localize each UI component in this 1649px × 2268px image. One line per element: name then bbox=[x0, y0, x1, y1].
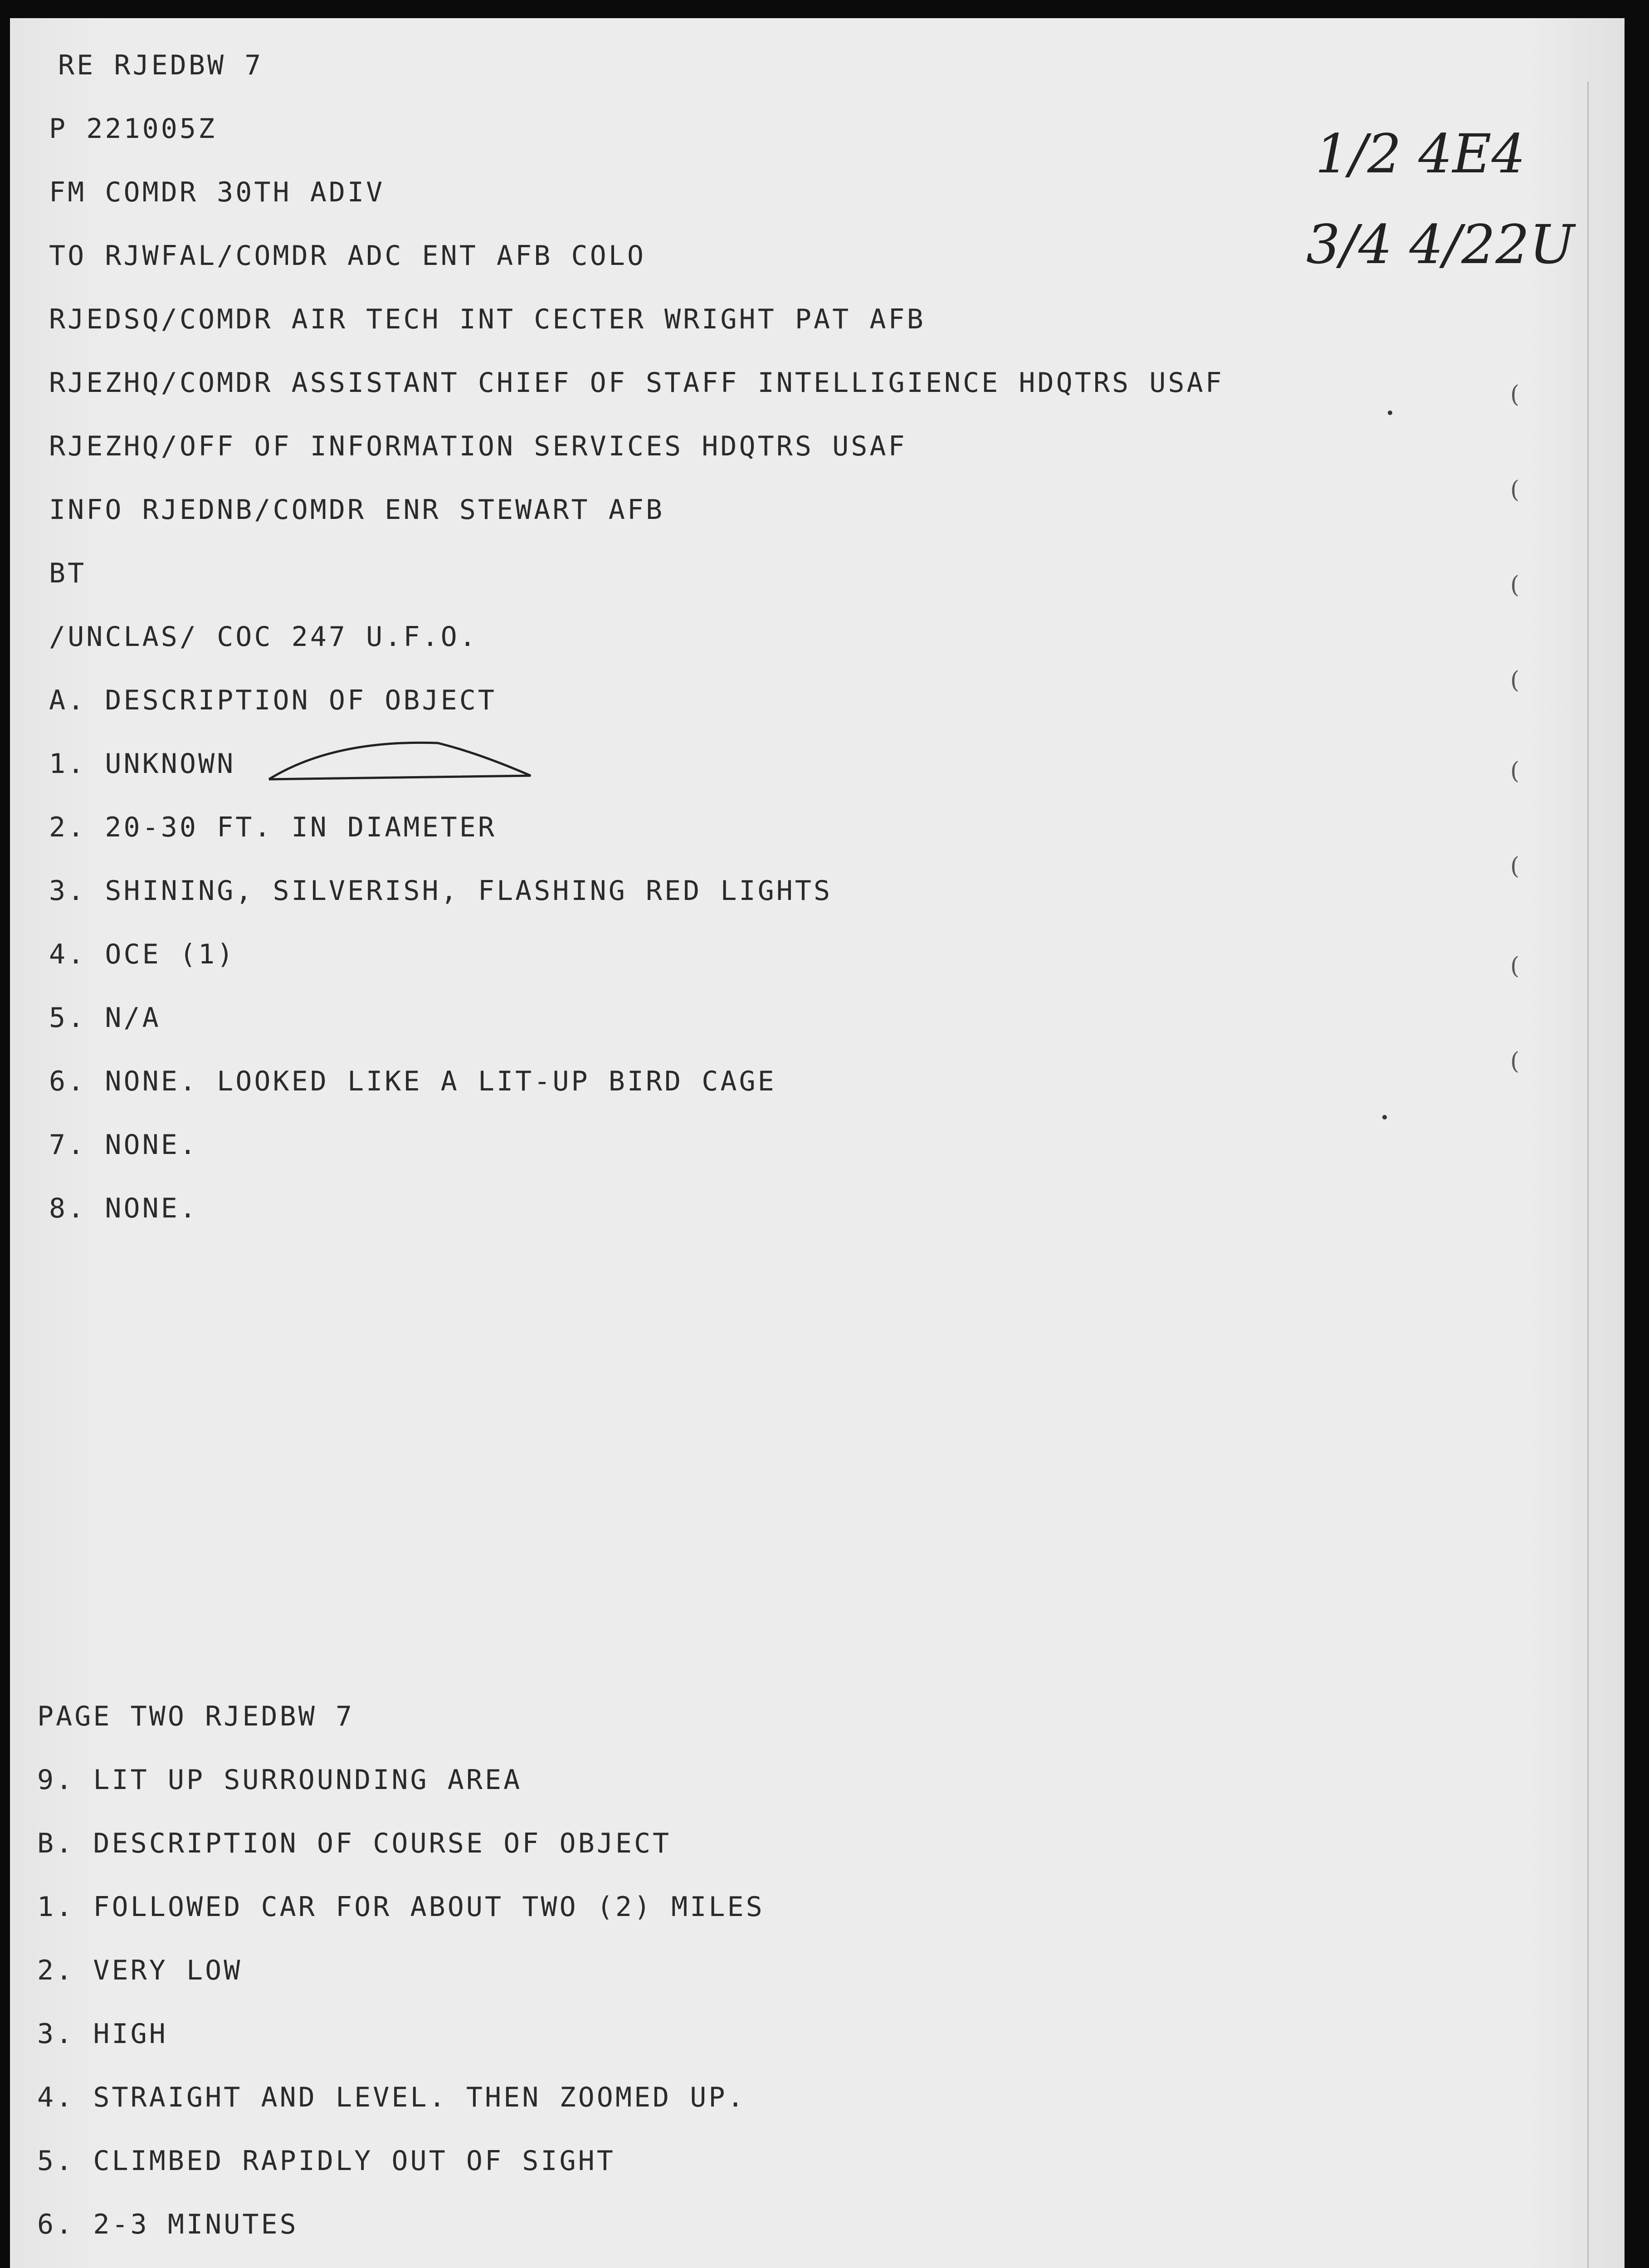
info-line: INFO RJEDNB/COMDR ENR STEWART AFB bbox=[49, 494, 665, 526]
section-a-heading: A. DESCRIPTION OF OBJECT bbox=[49, 684, 497, 716]
margin-mark: ( bbox=[1510, 381, 1520, 408]
subject-line: /UNCLAS/ COC 247 U.F.O. bbox=[49, 621, 478, 653]
section-a-item: 5. N/A bbox=[49, 1002, 161, 1034]
section-b-item: 4. STRAIGHT AND LEVEL. THEN ZOOMED UP. bbox=[37, 2082, 746, 2113]
speck bbox=[1388, 411, 1392, 415]
routing-line: RE RJEDBW 7 bbox=[58, 49, 263, 81]
margin-mark: ( bbox=[1510, 758, 1520, 785]
section-b-item: 6. 2-3 MINUTES bbox=[37, 2209, 298, 2240]
section-a-item: 8. NONE. bbox=[49, 1193, 198, 1224]
item-9: 9. LIT UP SURROUNDING AREA bbox=[37, 1764, 522, 1796]
page-fold-line bbox=[1587, 82, 1589, 2268]
margin-mark: ( bbox=[1510, 1048, 1520, 1075]
handwritten-note-line-1: 1/2 4E4 bbox=[1315, 122, 1526, 185]
handwritten-note-line-2: 3/4 4/22U bbox=[1306, 213, 1575, 276]
precedence-dtg: P 221005Z bbox=[49, 113, 217, 145]
margin-mark: ( bbox=[1510, 953, 1520, 980]
to-line-1: TO RJWFAL/COMDR ADC ENT AFB COLO bbox=[49, 240, 646, 272]
section-b-item: 5. CLIMBED RAPIDLY OUT OF SIGHT bbox=[37, 2145, 615, 2177]
from-line: FM COMDR 30TH ADIV bbox=[49, 176, 385, 208]
section-a-item: 3. SHINING, SILVERISH, FLASHING RED LIGHTS bbox=[49, 875, 833, 907]
object-shape-sketch bbox=[265, 730, 537, 785]
section-b-item: 1. FOLLOWED CAR FOR ABOUT TWO (2) MILES bbox=[37, 1891, 765, 1923]
to-line-3: RJEZHQ/COMDR ASSISTANT CHIEF OF STAFF INTELLIGIENCE HDQTRS USAF bbox=[49, 367, 1224, 399]
margin-mark: ( bbox=[1510, 572, 1520, 599]
section-b-heading: B. DESCRIPTION OF COURSE OF OBJECT bbox=[37, 1828, 672, 1859]
page-two-header: PAGE TWO RJEDBW 7 bbox=[37, 1701, 355, 1732]
section-b-item: 2. VERY LOW bbox=[37, 1955, 243, 1986]
section-a-item: 7. NONE. bbox=[49, 1129, 198, 1161]
margin-mark: ( bbox=[1510, 667, 1520, 694]
to-line-2: RJEDSQ/COMDR AIR TECH INT CECTER WRIGHT PAT AFB bbox=[49, 303, 926, 335]
bt-line: BT bbox=[49, 557, 87, 589]
section-a-item: 1. UNKNOWN bbox=[49, 748, 236, 780]
speck bbox=[1382, 1115, 1387, 1119]
to-line-4: RJEZHQ/OFF OF INFORMATION SERVICES HDQTRS USAF bbox=[49, 430, 907, 462]
margin-mark: ( bbox=[1510, 476, 1520, 503]
document-page bbox=[10, 18, 1625, 2268]
section-a-item: 6. NONE. LOOKED LIKE A LIT-UP BIRD CAGE bbox=[49, 1066, 776, 1097]
section-b-item: 3. HIGH bbox=[37, 2018, 168, 2050]
section-a-item: 2. 20-30 FT. IN DIAMETER bbox=[49, 811, 497, 843]
section-a-item: 4. OCE (1) bbox=[49, 938, 236, 970]
margin-mark: ( bbox=[1510, 853, 1520, 880]
